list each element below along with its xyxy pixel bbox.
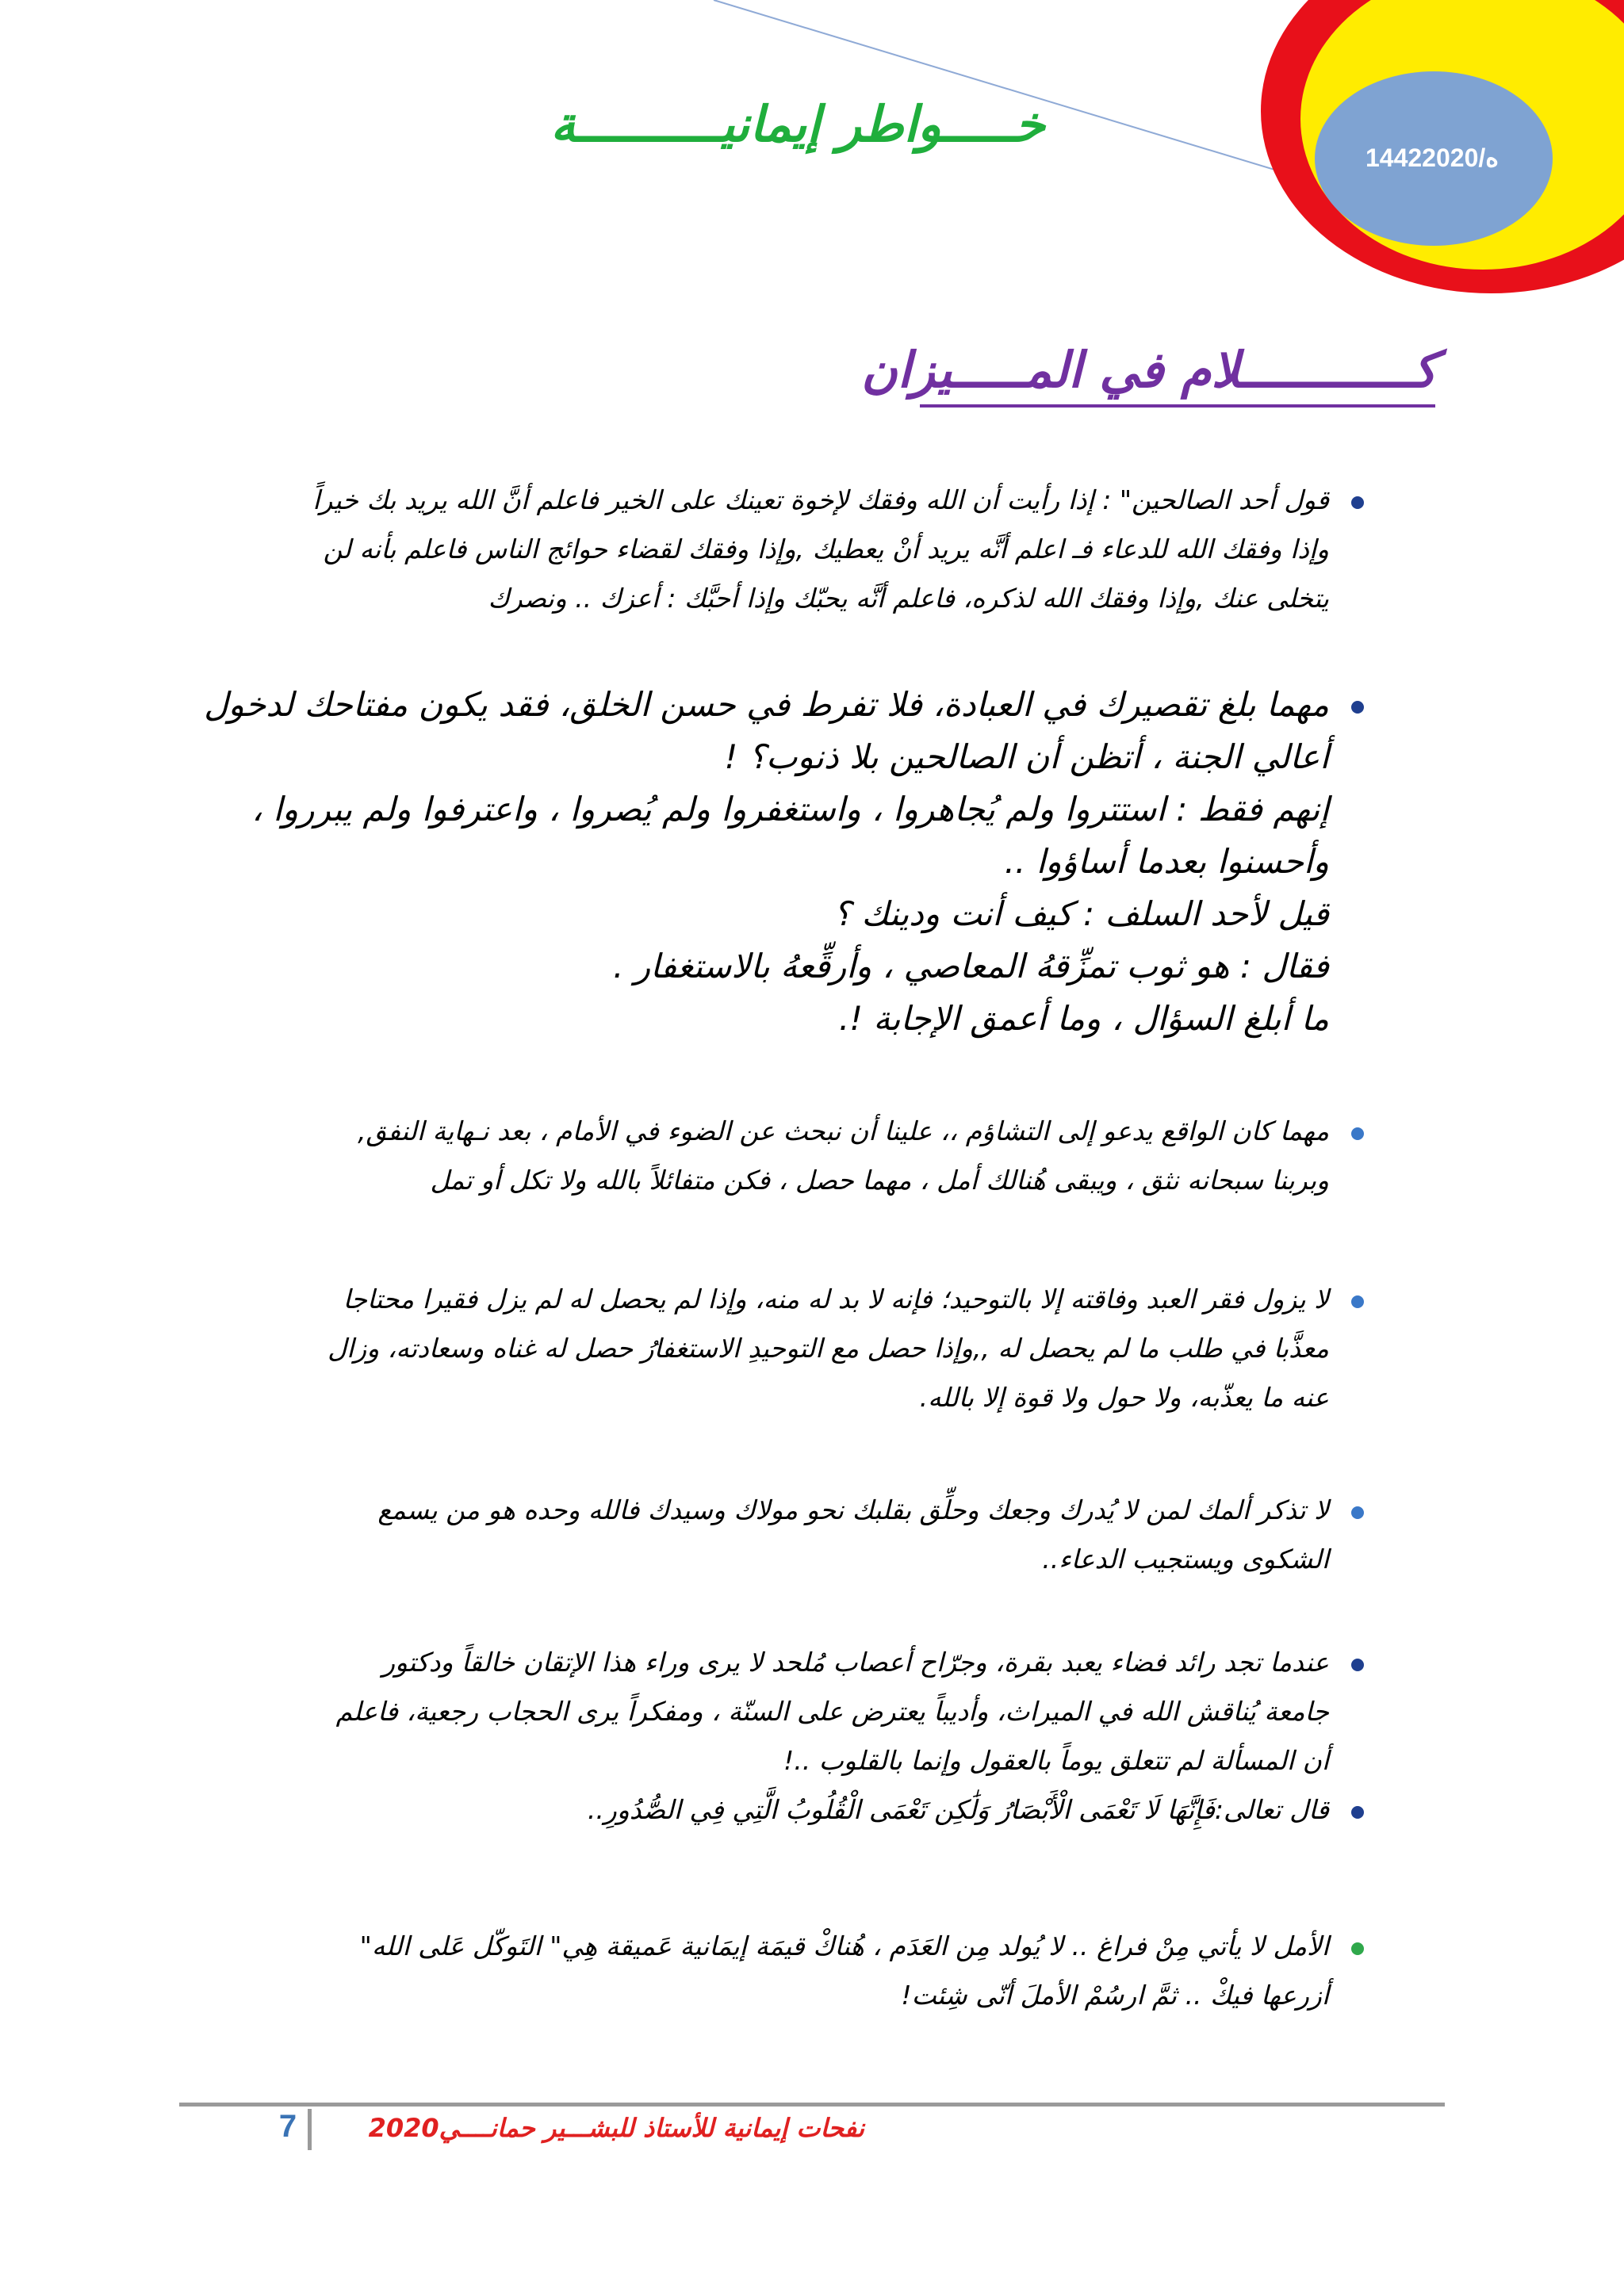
bullet-icon — [1351, 1806, 1364, 1819]
item-line: جامعة يُناقش الله في الميراث، وأديباً يعترض على السنّة ، ومفكراً يرى الحجاب رجعية، فاعلم — [335, 1696, 1329, 1727]
bullet-icon — [1351, 1942, 1364, 1955]
diagonal-decor-line — [714, 0, 1316, 182]
section-title-underline — [920, 404, 1435, 408]
list-item — [198, 1107, 1364, 1205]
item-line: قيل لأحد السلف : كيف أنت ودينك ؟ — [833, 894, 1329, 933]
item-line: وبربنا سبحانه نثق ، ويبقى هُنالك أمل ، مهما حصل ، فكن متفائلاً بالله ولا تكل أو تمل — [430, 1165, 1329, 1196]
item-line: قول أحد الصالحين" : إذا رأيت أن الله وفقك لإخوة تعينك على الخير فاعلم أنَّ الله يريد بك خيراً — [312, 484, 1329, 515]
item-line: أن المسألة لم تتعلق يوماً بالعقول وإنما بالقلوب ..! — [783, 1745, 1329, 1776]
item-line: مهما بلغ تقصيرك في العبادة، فلا تفرط في حسن الخلق، فقد يكون مفتاحك لدخول — [204, 685, 1329, 724]
content-body — [198, 476, 1364, 2020]
item-line: معذَّبا في طلب ما لم يحصل له ,,وإذا حصل مع التوحيدِ الاستغفارُ حصل له غناه وسعادته، وزال — [327, 1333, 1329, 1364]
list-item — [198, 1922, 1364, 2020]
list-item — [198, 1785, 1364, 1835]
item-line: أزرعها فيكْ .. ثمَّ ارسُمْ الأملَ أنّى شِئت! — [901, 1980, 1329, 2011]
header-title: خـــــواطر إيمانيــــــــــة — [550, 95, 1045, 153]
list-item — [198, 1486, 1364, 1584]
item-line: وأحسنوا بعدما أساؤوا .. — [1004, 842, 1329, 881]
item-line: وإذا وفقك الله للدعاء فـ اعلم أنَّه يريد أنْ يعطيك ,وإذا وفقك لقضاء حوائج الناس فاعلم بأنه لن — [323, 534, 1329, 564]
footer-text: نفحات إيمانية للأستاذ للبشـــير حمانــــي2020 — [368, 2113, 864, 2143]
item-line: قال تعالى:فَإِنَّهَا لَا تَعْمَى الْأَبْصَارُ وَلَٰكِن تَعْمَى الْقُلُوبُ الَّتِي فِي الصُّدُورِ.. — [587, 1794, 1329, 1825]
item-line: مهما كان الواقع يدعو إلى التشاؤم ،، علينا أن نبحث عن الضوء في الأمام ، بعد نـهاية النفق, — [358, 1115, 1329, 1146]
item-line: ما أبلغ السؤال ، وما أعمق الإجابة !. — [838, 999, 1329, 1038]
bullet-icon — [1351, 1127, 1364, 1140]
item-line: الشكوى ويستجيب الدعاء.. — [1042, 1544, 1329, 1575]
section-title: كــــــــــــلام في المـــــيزان — [861, 341, 1437, 399]
list-item — [198, 1275, 1364, 1422]
item-line: أعالي الجنة ، أتظن أن الصالحين بلا ذنوب؟ ! — [724, 737, 1329, 776]
bullet-icon — [1351, 496, 1364, 509]
item-line: لا تذكر ألمك لمن لا يُدرك وجعك وحلِّق بقلبك نحو مولاك وسيدك فالله وحده هو من يسمع — [377, 1494, 1329, 1525]
item-line: الأمل لا يأتي مِنْ فراغ .. لا يُولد مِن العَدَم ، هُناكْ قيمَة إيمَانية عَميقة هِي" التَوكّل عَلى الله" — [359, 1931, 1329, 1961]
bullet-icon — [1351, 1506, 1364, 1519]
item-line: يتخلى عنك ,وإذا وفقك الله لذكره، فاعلم أنَّه يحبّك وإذا أحبَّك : أعزك .. ونصرك — [488, 583, 1329, 614]
item-line: لا يزول فقر العبد وفاقته إلا بالتوحيد؛ فإنه لا بد له منه، وإذا لم يحصل له لم يزل فقيرا محتاجا — [343, 1284, 1329, 1314]
bullet-icon — [1351, 1295, 1364, 1308]
date-badge: 1442ه/2020 — [1365, 144, 1500, 172]
bullet-icon — [1351, 1659, 1364, 1671]
item-line: إنهم فقط : استتروا ولم يُجاهروا ، واستغفروا ولم يُصروا ، واعترفوا ولم يبرروا ، — [251, 790, 1329, 828]
item-line: عندما تجد رائد فضاء يعبد بقرة، وجرّاح أعصاب مُلحد لا يرى وراء هذا الإتقان خالقاً ودكتور — [382, 1647, 1329, 1678]
list-item — [198, 476, 1364, 623]
footer-rule — [179, 2103, 1445, 2107]
bullet-icon — [1351, 701, 1364, 714]
list-item — [198, 679, 1364, 1045]
list-item — [198, 1638, 1364, 1785]
footer-separator — [308, 2109, 312, 2150]
item-line: فقال : هو ثوب تمزِّقهُ المعاصي ، وأرقِّعهُ بالاستغفار . — [613, 947, 1329, 985]
item-line: عنه ما يعذّبه، ولا حول ولا قوة إلا بالله. — [919, 1382, 1329, 1413]
page-number: 7 — [278, 2109, 297, 2144]
